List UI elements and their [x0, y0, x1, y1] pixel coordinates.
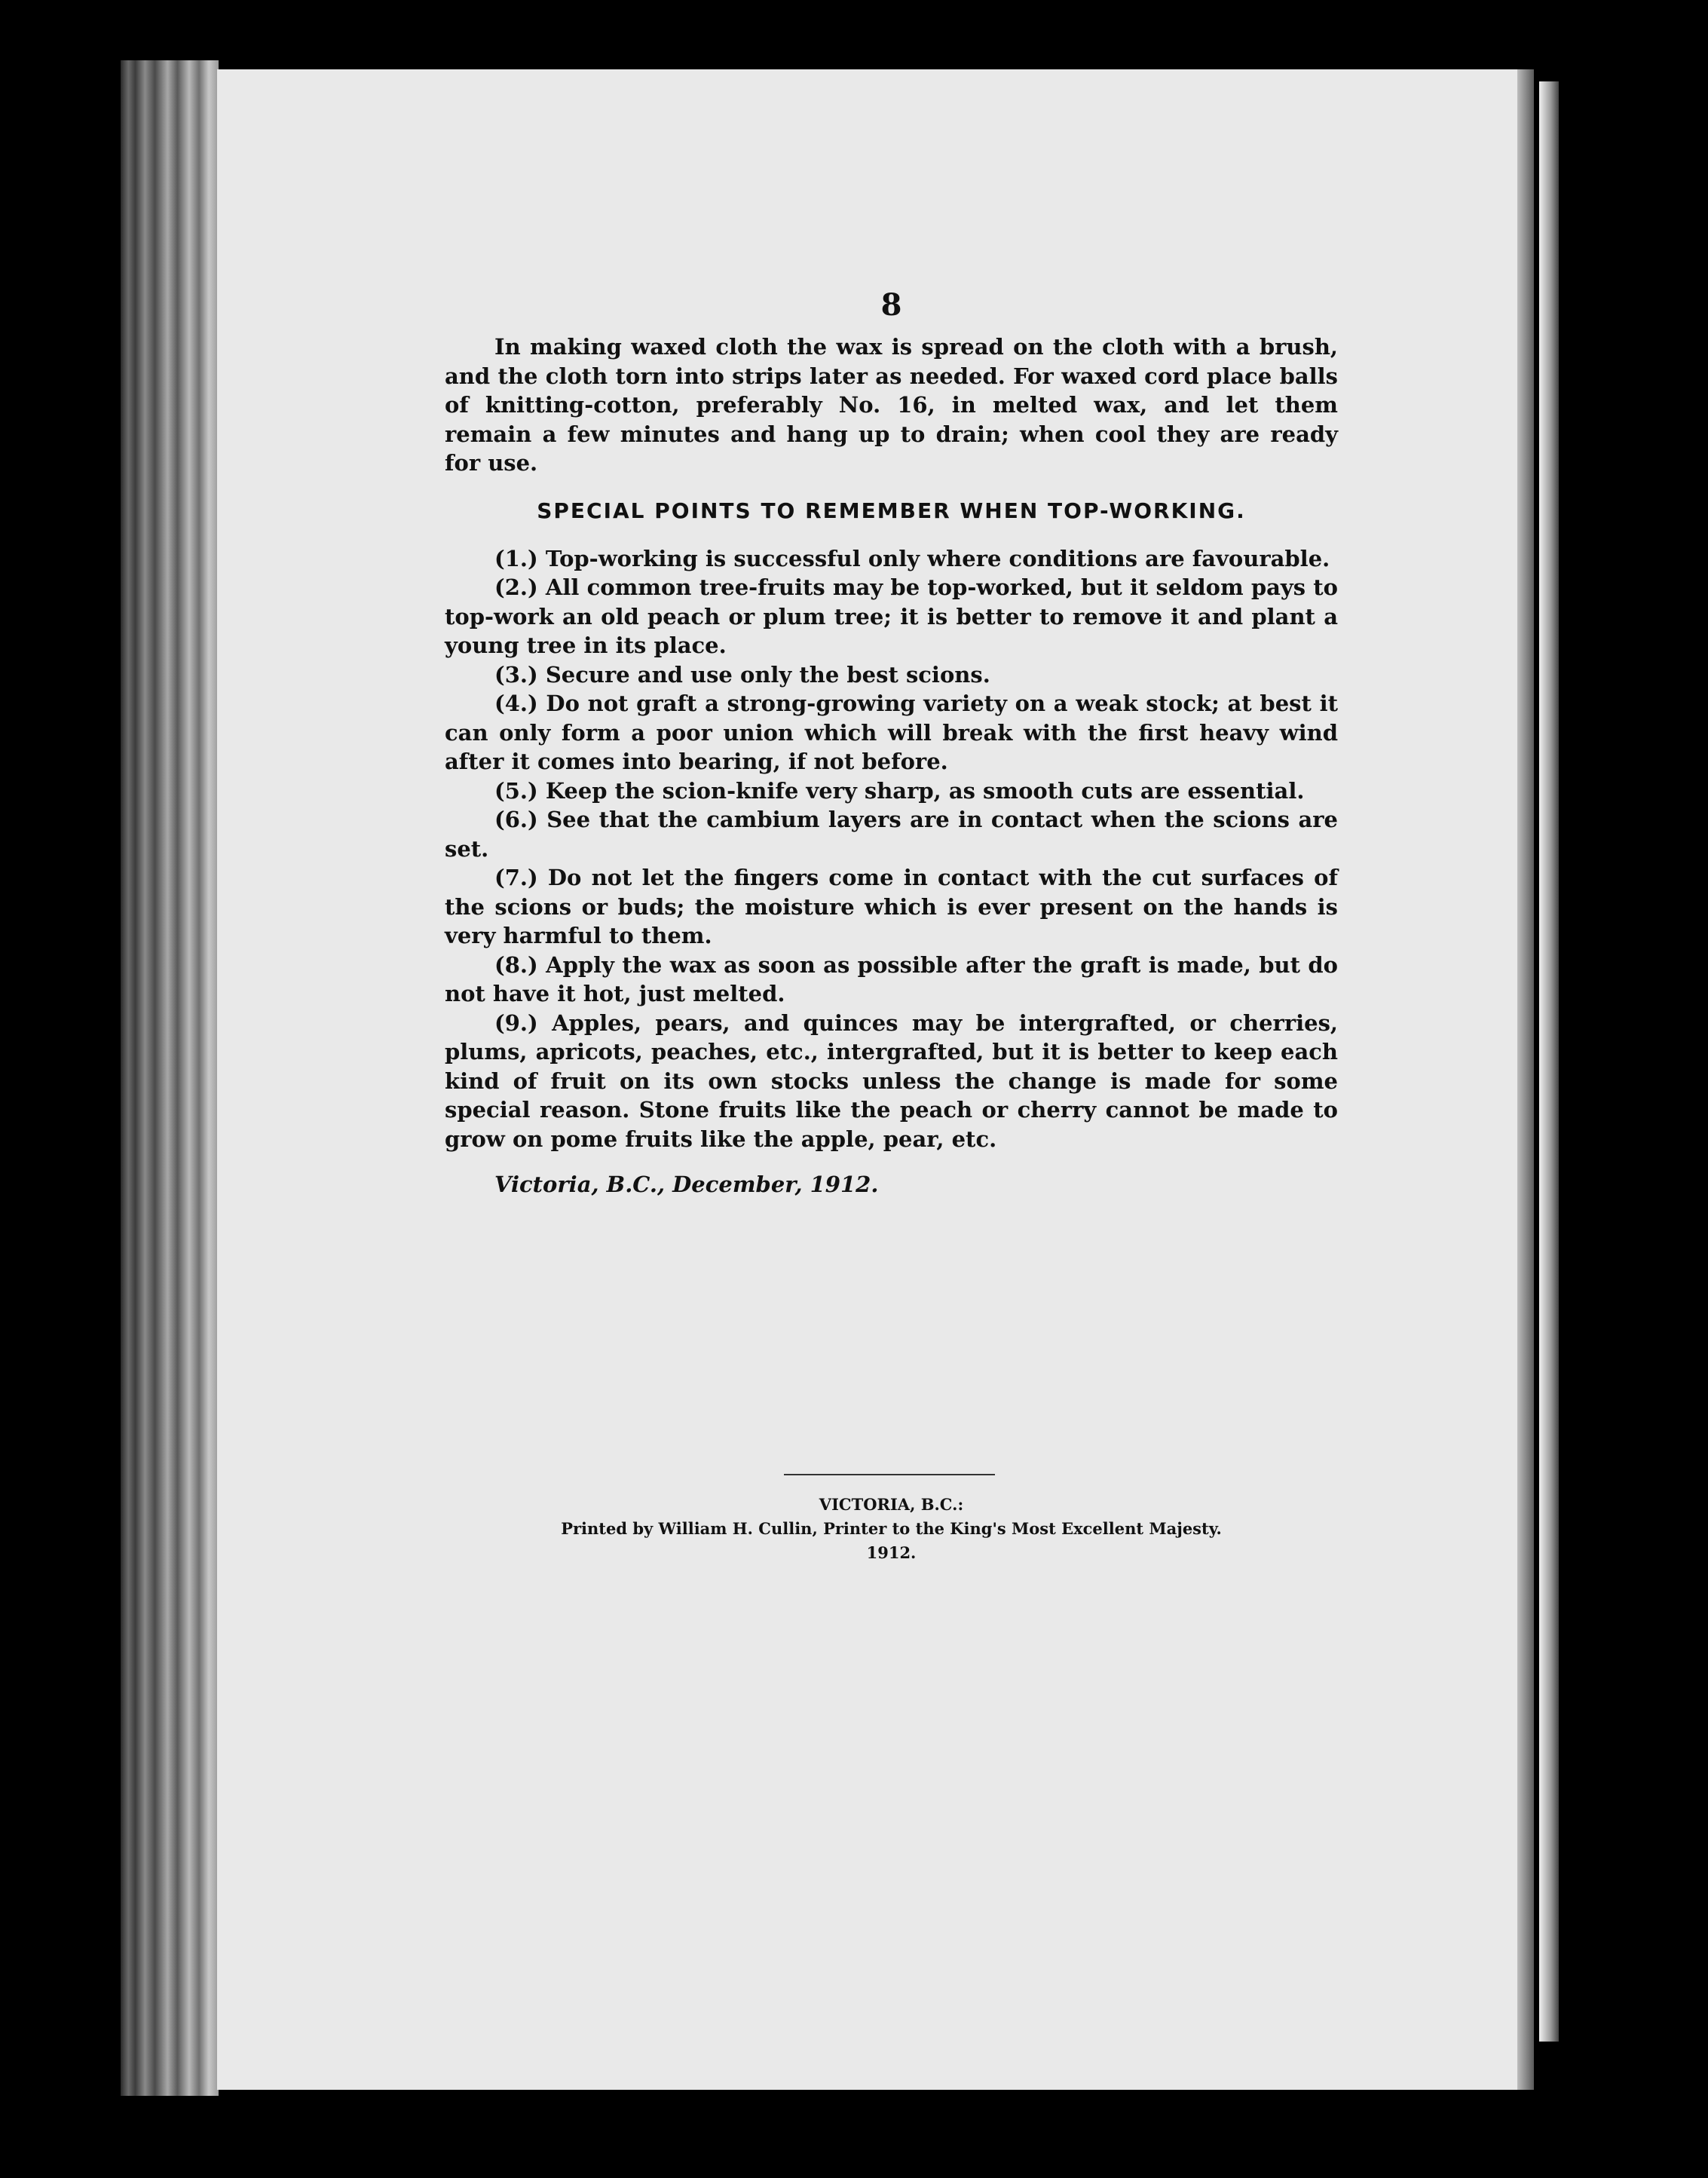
page-number: 8: [880, 287, 902, 323]
point-1: (1.) Top-working is successful only where conditions are favourable.: [494, 545, 1330, 571]
imprint-printer: Printed by William H. Cullin, Printer to the King's Most Excellent Majesty.: [561, 1519, 1222, 1538]
point-4: (4.) Do not graft a strong-growing variety on a weak stock; at best it can only form a poor union which will break with the first heavy wind after it comes into bearing, if not before.: [445, 691, 1338, 774]
point-5: (5.) Keep the scion-knife very sharp, as smooth cuts are essential.: [494, 777, 1305, 804]
imprint: [445, 1493, 1338, 1565]
point-8: (8.) Apply the wax as soon as possible after the graft is made, but do not have it hot, just melted.: [445, 951, 1338, 1006]
place-date: Victoria, B.C., December, 1912.: [494, 1172, 879, 1197]
page-edge-shadow: [1517, 69, 1534, 2090]
point-3: (3.) Secure and use only the best scions.: [494, 661, 990, 688]
point-6: (6.) See that the cambium layers are in contact when the scions are set.: [445, 807, 1338, 862]
page-edge-strip: [1539, 81, 1559, 2042]
imprint-year: 1912.: [866, 1543, 917, 1562]
point-7: (7.) Do not let the fingers come in contact with the cut surfaces of the scions or buds; the moisture which is ever present on the hands is very harmful to them.: [445, 865, 1338, 948]
text-column: [445, 283, 1338, 1199]
section-heading: SPECIAL POINTS TO REMEMBER WHEN TOP-WORKING.: [537, 498, 1246, 523]
book-spine: [121, 60, 219, 2096]
imprint-city: VICTORIA, B.C.:: [819, 1495, 964, 1514]
point-2: (2.) All common tree-fruits may be top-worked, but it seldom pays to top-work an old peach or plum tree; it is better to remove it and plant a young tree in its place.: [445, 574, 1338, 658]
imprint-rule: [784, 1474, 995, 1475]
point-9: (9.) Apples, pears, and quinces may be intergrafted, or cherries, plums, apricots, peaches, etc., intergrafted, but it is better to keep each kind of fruit on its own stocks unless the change is made for some special reason. Stone fruits like the peach or cherry cannot be made to grow on pome fruits like the apple, pear, etc.: [445, 1009, 1338, 1152]
intro-paragraph: In making waxed cloth the wax is spread on the cloth with a brush, and the cloth torn into strips later as needed. For waxed cord place balls of knitting-cotton, preferably No. 16, in melted wax, and let them remain a few minutes and hang up to drain; when cool they are ready for use.: [445, 334, 1338, 476]
